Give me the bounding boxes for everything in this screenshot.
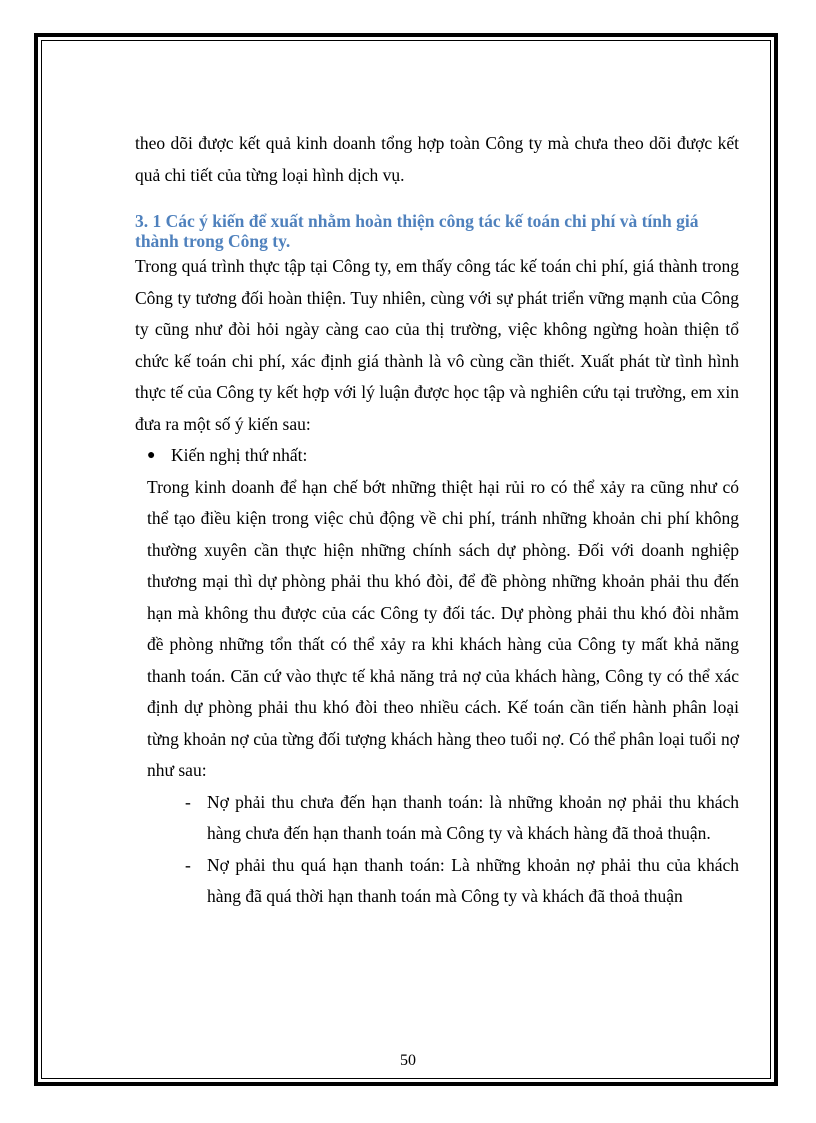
page-content — [135, 128, 739, 913]
bullet-icon: ● — [147, 448, 156, 463]
dash-item-text: Nợ phải thu quá hạn thanh toán: Là những khoản nợ phải thu của khách hàng đã quá thời hạn thanh toán mà Công ty và khách đã thoả thuận — [207, 854, 739, 906]
dash-item-text: Nợ phải thu chưa đến hạn thanh toán: là những khoản nợ phải thu khách hàng chưa đến hạn thanh toán mà Công ty và khách hàng đã thoả thuận. — [207, 791, 739, 843]
section-heading: 3. 1 Các ý kiến để xuất nhằm hoàn thiện công tác kế toán chi phí và tính giá thành trong Công ty. — [135, 211, 699, 251]
dash-icon: - — [185, 791, 191, 812]
bullet-label: Kiến nghị thứ nhất: — [171, 445, 308, 465]
page-number: 50 — [400, 1052, 416, 1069]
bullet-item — [147, 440, 739, 472]
dash-icon: - — [185, 854, 191, 875]
bullet-body — [147, 472, 739, 787]
intro-paragraph: theo dõi được kết quả kinh doanh tổng hợp toàn Công ty mà chưa theo dõi được kết quả chi tiết của từng loại hình dịch vụ. — [135, 133, 739, 185]
bullet-paragraph: Trong kinh doanh để hạn chế bớt những thiệt hại rủi ro có thể xảy ra cũng như có thể tạo điều kiện trong việc chủ động về chi phí, tránh những khoản chi phí không thường xuyên cần thực hiện những chính sách dự phòng. Đối với doanh nghiệp thương mại thì dự phòng phải thu khó đòi, để đề phòng những khoản phải thu đến hạn mà không thu được của các Công ty đối tác. Dự phòng phải thu khó đòi nhằm đề phòng những tổn thất có thể xảy ra khi khách hàng của Công ty mất khả năng thanh toán. Căn cứ vào thực tế khả năng trả nợ của khách hàng, Công ty có thể xác định dự phòng phải thu khó đòi theo nhiều cách. Kế toán cần tiến hành phân loại từng khoản nợ của từng đối tượng khách hàng theo tuổi nợ. Có thể phân loại tuổi nợ như sau: — [147, 476, 739, 780]
dash-item — [185, 850, 739, 913]
dash-item — [185, 787, 739, 850]
section-paragraph: Trong quá trình thực tập tại Công ty, em thấy công tác kế toán chi phí, giá thành trong Công ty tương đối hoàn thiện. Tuy nhiên, cùng với sự phát triển vững mạnh của Công ty cũng như đòi hỏi ngày càng cao của thị trường, việc không ngừng hoàn thiện tổ chức kế toán chi phí, xác định giá thành là vô cùng cần thiết. Xuất phát từ tình hình thực tế của Công ty kết hợp với lý luận được học tập và nghiên cứu tại trường, em xin đưa ra một số ý kiến sau: — [135, 256, 739, 434]
